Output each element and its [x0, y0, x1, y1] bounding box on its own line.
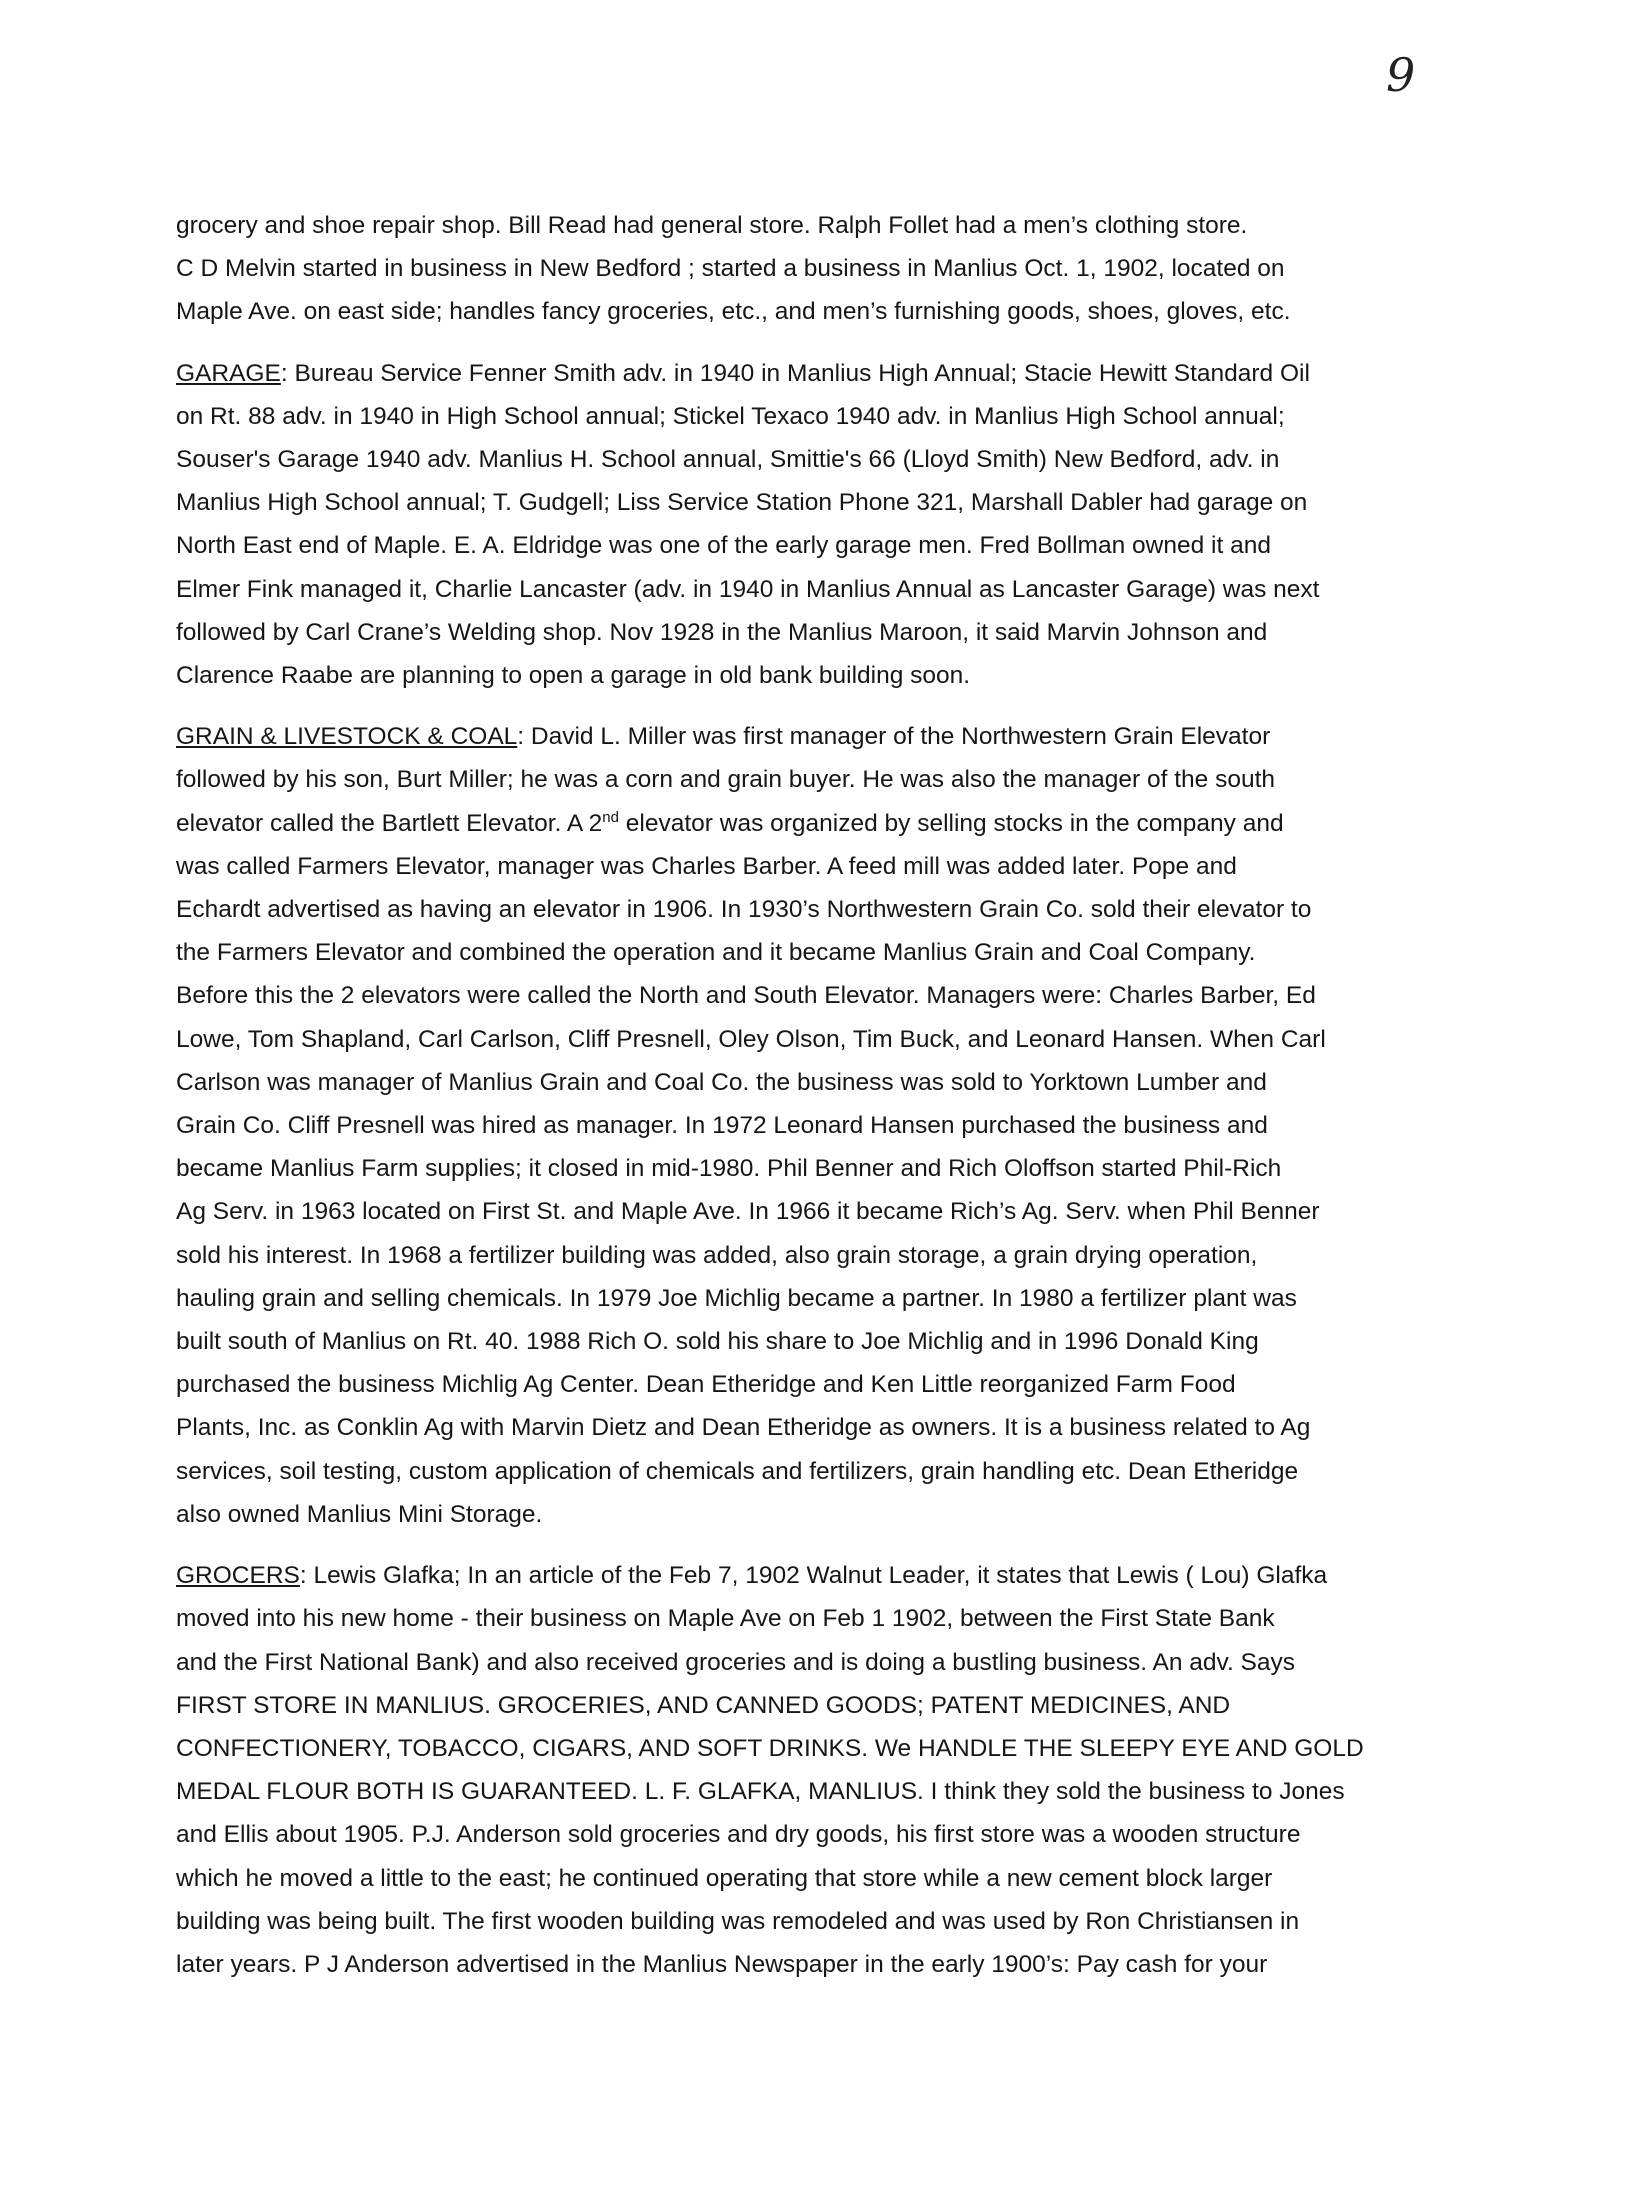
text-line: the Farmers Elevator and combined the operation and it became Manlius Grain and Coal Company.: [176, 939, 1256, 967]
text-line: [176, 352, 1461, 395]
text-line: Souser's Garage 1940 adv. Manlius H. School annual, Smittie's 66 (Lloyd Smith) New Bedford, adv. in: [176, 446, 1280, 474]
text-line: followed by his son, Burt Miller; he was a corn and grain buyer. He was also the manager of the south: [176, 766, 1276, 794]
text-line: Echardt advertised as having an elevator in 1906. In 1930’s Northwestern Grain Co. sold their elevator to: [176, 896, 1312, 924]
section-heading-grocers: GROCERS: [176, 1562, 300, 1590]
section-heading-grain: GRAIN & LIVESTOCK & COAL: [176, 723, 518, 751]
text-line: MEDAL FLOUR BOTH IS GUARANTEED. L. F. GLAFKA, MANLIUS. I think they sold the business to Jones: [176, 1778, 1345, 1806]
text-line: [176, 802, 1461, 845]
text-line: Grain Co. Cliff Presnell was hired as manager. In 1972 Leonard Hansen purchased the business and: [176, 1112, 1268, 1140]
text-span: : David L. Miller was first manager of the Northwestern Grain Elevator: [517, 723, 1271, 751]
paragraph-stores: [176, 204, 1461, 334]
text-line: CONFECTIONERY, TOBACCO, CIGARS, AND SOFT DRINKS. We HANDLE THE SLEEPY EYE AND GOLD: [176, 1734, 1364, 1762]
text-line: and Ellis about 1905. P.J. Anderson sold groceries and dry goods, his first store was a wooden structure: [176, 1821, 1301, 1849]
text-line: North East end of Maple. E. A. Eldridge was one of the early garage men. Fred Bollman owned it and: [176, 532, 1271, 560]
text-line: Plants, Inc. as Conklin Ag with Marvin Dietz and Dean Etheridge as owners. It is a business related to Ag: [176, 1414, 1311, 1442]
text-line: Ag Serv. in 1963 located on First St. and Maple Ave. In 1966 it became Rich’s Ag. Serv. when Phil Benner: [176, 1198, 1320, 1226]
text-line: Elmer Fink managed it, Charlie Lancaster (adv. in 1940 in Manlius Annual as Lancaster Garage) was next: [176, 575, 1320, 603]
text-span: elevator was organized by selling stocks in the company and: [618, 809, 1284, 837]
text-line: Before this the 2 elevators were called the North and South Elevator. Managers were: Charles Barber, Ed: [176, 982, 1316, 1010]
text-line: Manlius High School annual; T. Gudgell; Liss Service Station Phone 321, Marshall Dabler had garage on: [176, 489, 1308, 517]
text-line: which he moved a little to the east; he continued operating that store while a new cement block larger: [176, 1864, 1273, 1892]
text-line: on Rt. 88 adv. in 1940 in High School annual; Stickel Texaco 1940 adv. in Manlius High School annual;: [176, 402, 1285, 430]
paragraph-garage: [176, 352, 1461, 698]
superscript: nd: [602, 808, 619, 826]
text-line: hauling grain and selling chemicals. In 1979 Joe Michlig became a partner. In 1980 a fertilizer plant was: [176, 1284, 1297, 1312]
text-span: elevator called the Bartlett Elevator. A 2: [176, 809, 603, 837]
text-line: moved into his new home - their business on Maple Ave on Feb 1 1902, between the First State Bank: [176, 1605, 1275, 1633]
text-line: purchased the business Michlig Ag Center. Dean Etheridge and Ken Little reorganized Farm Food: [176, 1371, 1236, 1399]
text-line: building was being built. The first wooden building was remodeled and was used by Ron Christiansen in: [176, 1907, 1300, 1935]
text-line: [176, 1554, 1461, 1597]
section-heading-garage: GARAGE: [176, 359, 281, 387]
text-line: [176, 715, 1461, 758]
text-line: Lowe, Tom Shapland, Carl Carlson, Cliff Presnell, Oley Olson, Tim Buck, and Leonard Hansen. When Carl: [176, 1025, 1326, 1053]
paragraph-grocers: [176, 1554, 1461, 1986]
text-line: Maple Ave. on east side; handles fancy groceries, etc., and men’s furnishing goods, shoes, gloves, etc.: [176, 298, 1291, 326]
text-line: sold his interest. In 1968 a fertilizer building was added, also grain storage, a grain drying operation,: [176, 1241, 1258, 1269]
text-line: also owned Manlius Mini Storage.: [176, 1500, 543, 1528]
text-line: grocery and shoe repair shop. Bill Read had general store. Ralph Follet had a men’s clothing store.: [176, 212, 1248, 239]
text-line: services, soil testing, custom application of chemicals and fertilizers, grain handling etc. Dean Etheridge: [176, 1457, 1299, 1485]
paragraph-grain: [176, 715, 1461, 1536]
text-line: Carlson was manager of Manlius Grain and Coal Co. the business was sold to Yorktown Lumber and: [176, 1068, 1267, 1096]
text-line: built south of Manlius on Rt. 40. 1988 Rich O. sold his share to Joe Michlig and in 1996 Donald King: [176, 1328, 1259, 1356]
text-line: Clarence Raabe are planning to open a garage in old bank building soon.: [176, 662, 971, 690]
text-line: and the First National Bank) and also received groceries and is doing a bustling business. An adv. Says: [176, 1648, 1296, 1676]
text-line: FIRST STORE IN MANLIUS. GROCERIES, AND CANNED GOODS; PATENT MEDICINES, AND: [176, 1691, 1231, 1719]
text-line: later years. P J Anderson advertised in the Manlius Newspaper in the early 1900’s: Pay cash for your: [176, 1950, 1268, 1978]
document-body: [176, 204, 1461, 2004]
text-span: : Lewis Glafka; In an article of the Feb 7, 1902 Walnut Leader, it states that Lewis ( Lou) Glafka: [299, 1562, 1328, 1590]
text-line: became Manlius Farm supplies; it closed in mid-1980. Phil Benner and Rich Oloffson started Phil-Rich: [176, 1155, 1282, 1183]
text-span: : Bureau Service Fenner Smith adv. in 1940 in Manlius High Annual; Stacie Hewitt Standard Oil: [280, 359, 1310, 387]
text-line: was called Farmers Elevator, manager was Charles Barber. A feed mill was added later. Pope and: [176, 852, 1237, 880]
text-line: followed by Carl Crane’s Welding shop. Nov 1928 in the Manlius Maroon, it said Marvin Johnson and: [176, 618, 1268, 646]
handwritten-page-number: 9: [1386, 48, 1416, 102]
text-line: C D Melvin started in business in New Bedford ; started a business in Manlius Oct. 1, 1902, located on: [176, 255, 1285, 283]
